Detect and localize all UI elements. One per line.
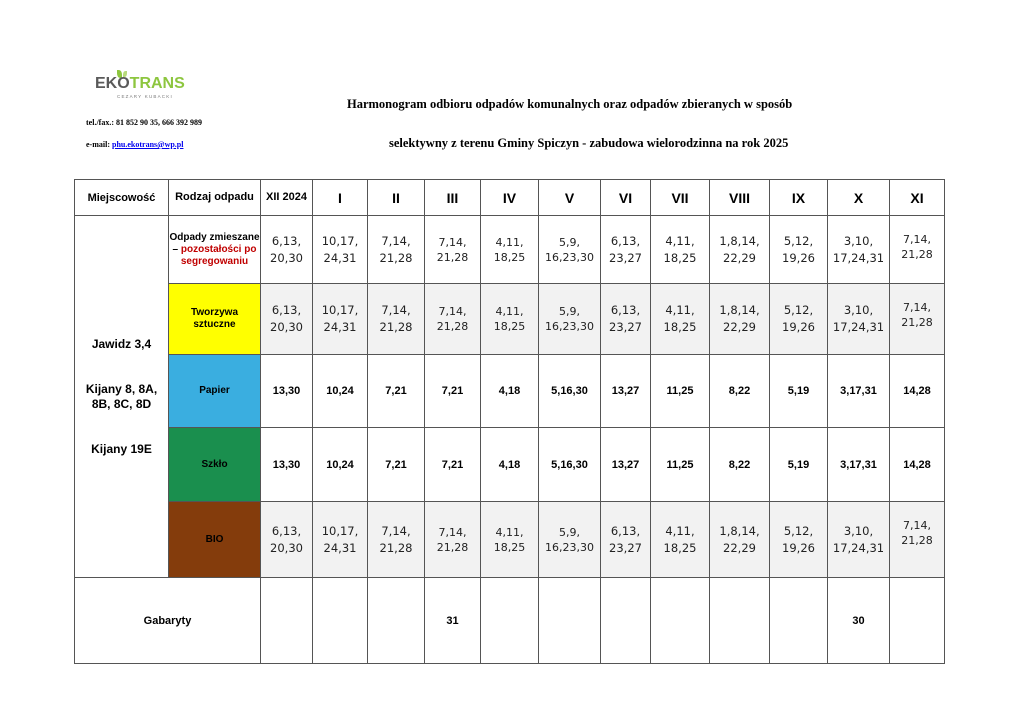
date-cell: 5,16,30 — [539, 355, 601, 428]
date-cell: 7,14, 21,28 — [425, 284, 481, 355]
table-row — [75, 502, 945, 578]
date-cell: 6,13, 20,30 — [261, 284, 313, 355]
ekotrans-logo — [95, 73, 195, 101]
logo-wordmark — [95, 75, 185, 93]
header-month: VII — [651, 180, 710, 216]
date-cell: 4,18 — [481, 355, 539, 428]
contact-email-line — [86, 140, 183, 149]
document-title-line1: Harmonogram odbioru odpadów komunalnych oraz odpadów zbieranych w sposób — [347, 97, 793, 111]
date-cell — [710, 578, 770, 664]
header-month: II — [368, 180, 425, 216]
table-row — [75, 216, 945, 284]
logo-subtitle: CEZARY KUBACKI — [117, 94, 173, 99]
header-month: IV — [481, 180, 539, 216]
location-name: Kijany 8, 8A, 8B, 8C, 8D — [85, 381, 158, 411]
date-cell: 6,13, 23,27 — [601, 284, 651, 355]
date-cell: 5,12, 19,26 — [770, 502, 828, 578]
date-cell: 7,14, 21,28 — [368, 216, 425, 284]
date-cell: 6,13, 23,27 — [601, 216, 651, 284]
logo-eko: EKO — [95, 75, 130, 92]
date-cell: 7,21 — [425, 428, 481, 502]
date-cell: 1,8,14, 22,29 — [710, 502, 770, 578]
waste-type-glass: Szkło — [169, 428, 261, 502]
waste-type-label: Gabaryty — [143, 614, 192, 627]
header-month: V — [539, 180, 601, 216]
date-cell — [539, 578, 601, 664]
waste-type-label: Odpady zmieszane – — [169, 231, 260, 255]
date-cell — [651, 578, 710, 664]
date-cell — [313, 578, 368, 664]
date-cell: 3,10, 17,24,31 — [828, 216, 890, 284]
location-name: Kijany 19E — [91, 441, 152, 456]
date-cell: 7,14, 21,28 — [425, 216, 481, 284]
date-cell: 4,11, 18,25 — [651, 284, 710, 355]
waste-type-paper: Papier — [169, 355, 261, 428]
date-cell: 5,9, 16,23,30 — [539, 284, 601, 355]
date-cell — [601, 578, 651, 664]
date-cell: 4,11, 18,25 — [651, 216, 710, 284]
date-cell: 14,28 — [890, 355, 945, 428]
date-cell: 5,16,30 — [539, 428, 601, 502]
date-cell: 5,9, 16,23,30 — [539, 216, 601, 284]
date-cell: 8,22 — [710, 428, 770, 502]
date-cell: 13,27 — [601, 428, 651, 502]
table-row — [75, 428, 945, 502]
email-link[interactable]: phu.ekotrans@wp.pl — [112, 140, 184, 149]
waste-type-bio: BIO — [169, 502, 261, 578]
date-cell: 10,17, 24,31 — [313, 502, 368, 578]
date-cell: 13,30 — [261, 355, 313, 428]
date-cell: 7,14, 21,28 — [425, 502, 481, 578]
date-cell: 30 — [828, 578, 890, 664]
waste-type-mixed — [169, 216, 261, 284]
date-cell — [890, 578, 945, 664]
date-cell: 10,17, 24,31 — [313, 216, 368, 284]
date-cell: 7,21 — [425, 355, 481, 428]
header-month: X — [828, 180, 890, 216]
date-cell: 4,11, 18,25 — [481, 502, 539, 578]
date-cell: 14,28 — [890, 428, 945, 502]
date-cell: 7,14, 21,28 — [368, 284, 425, 355]
date-cell: 3,17,31 — [828, 428, 890, 502]
date-cell: 8,22 — [710, 355, 770, 428]
table-header-row — [75, 180, 945, 216]
date-cell: 5,19 — [770, 355, 828, 428]
date-cell: 7,14, 21,28 — [890, 284, 945, 355]
table-row — [75, 355, 945, 428]
date-cell: 1,8,14, 22,29 — [710, 216, 770, 284]
date-cell: 10,24 — [313, 355, 368, 428]
header-location: Miejscowość — [75, 180, 169, 216]
waste-type-note: pozostałości po segregowaniu — [180, 243, 257, 267]
date-cell: 4,18 — [481, 428, 539, 502]
date-cell: 3,10, 17,24,31 — [828, 284, 890, 355]
logo-trans: TRANS — [129, 75, 185, 92]
date-cell: 4,11, 18,25 — [481, 216, 539, 284]
header-month: XII 2024 — [261, 180, 313, 216]
date-cell: 4,11, 18,25 — [481, 284, 539, 355]
date-cell: 10,17, 24,31 — [313, 284, 368, 355]
date-cell: 13,27 — [601, 355, 651, 428]
header-month: III — [425, 180, 481, 216]
date-cell: 1,8,14, 22,29 — [710, 284, 770, 355]
header-month: I — [313, 180, 368, 216]
date-cell: 4,11, 18,25 — [651, 502, 710, 578]
locations-cell — [75, 216, 169, 578]
waste-type-bulky — [75, 578, 261, 664]
date-cell: 3,17,31 — [828, 355, 890, 428]
date-cell: 13,30 — [261, 428, 313, 502]
date-cell: 7,14, 21,28 — [368, 502, 425, 578]
date-cell: 11,25 — [651, 428, 710, 502]
date-cell: 5,12, 19,26 — [770, 216, 828, 284]
table-row — [75, 578, 945, 664]
header-month: VI — [601, 180, 651, 216]
date-cell: 6,13, 20,30 — [261, 502, 313, 578]
header-waste-type: Rodzaj odpadu — [169, 180, 261, 216]
date-cell: 6,13, 20,30 — [261, 216, 313, 284]
date-cell — [481, 578, 539, 664]
date-cell: 3,10, 17,24,31 — [828, 502, 890, 578]
date-cell: 10,24 — [313, 428, 368, 502]
date-cell: 31 — [425, 578, 481, 664]
date-cell: 7,14, 21,28 — [890, 216, 945, 284]
document-title-line2: selektywny z terenu Gminy Spiczyn - zabudowa wielorodzinna na rok 2025 — [389, 136, 789, 150]
date-cell: 7,21 — [368, 428, 425, 502]
date-cell: 5,9, 16,23,30 — [539, 502, 601, 578]
location-name: Jawidz 3,4 — [91, 336, 152, 351]
date-cell: 7,21 — [368, 355, 425, 428]
header-month: XI — [890, 180, 945, 216]
date-cell — [261, 578, 313, 664]
email-label: e-mail: — [86, 140, 112, 149]
date-cell: 11,25 — [651, 355, 710, 428]
contact-phone: tel./fax.: 81 852 90 35, 666 392 989 — [86, 118, 202, 127]
date-cell: 6,13, 23,27 — [601, 502, 651, 578]
date-cell — [770, 578, 828, 664]
date-cell: 7,14, 21,28 — [890, 502, 945, 578]
table-row — [75, 284, 945, 355]
schedule-table — [74, 179, 945, 664]
date-cell: 5,12, 19,26 — [770, 284, 828, 355]
header-month: VIII — [710, 180, 770, 216]
date-cell — [368, 578, 425, 664]
header-month: IX — [770, 180, 828, 216]
waste-type-plastics: Tworzywa sztuczne — [169, 284, 261, 355]
date-cell: 5,19 — [770, 428, 828, 502]
